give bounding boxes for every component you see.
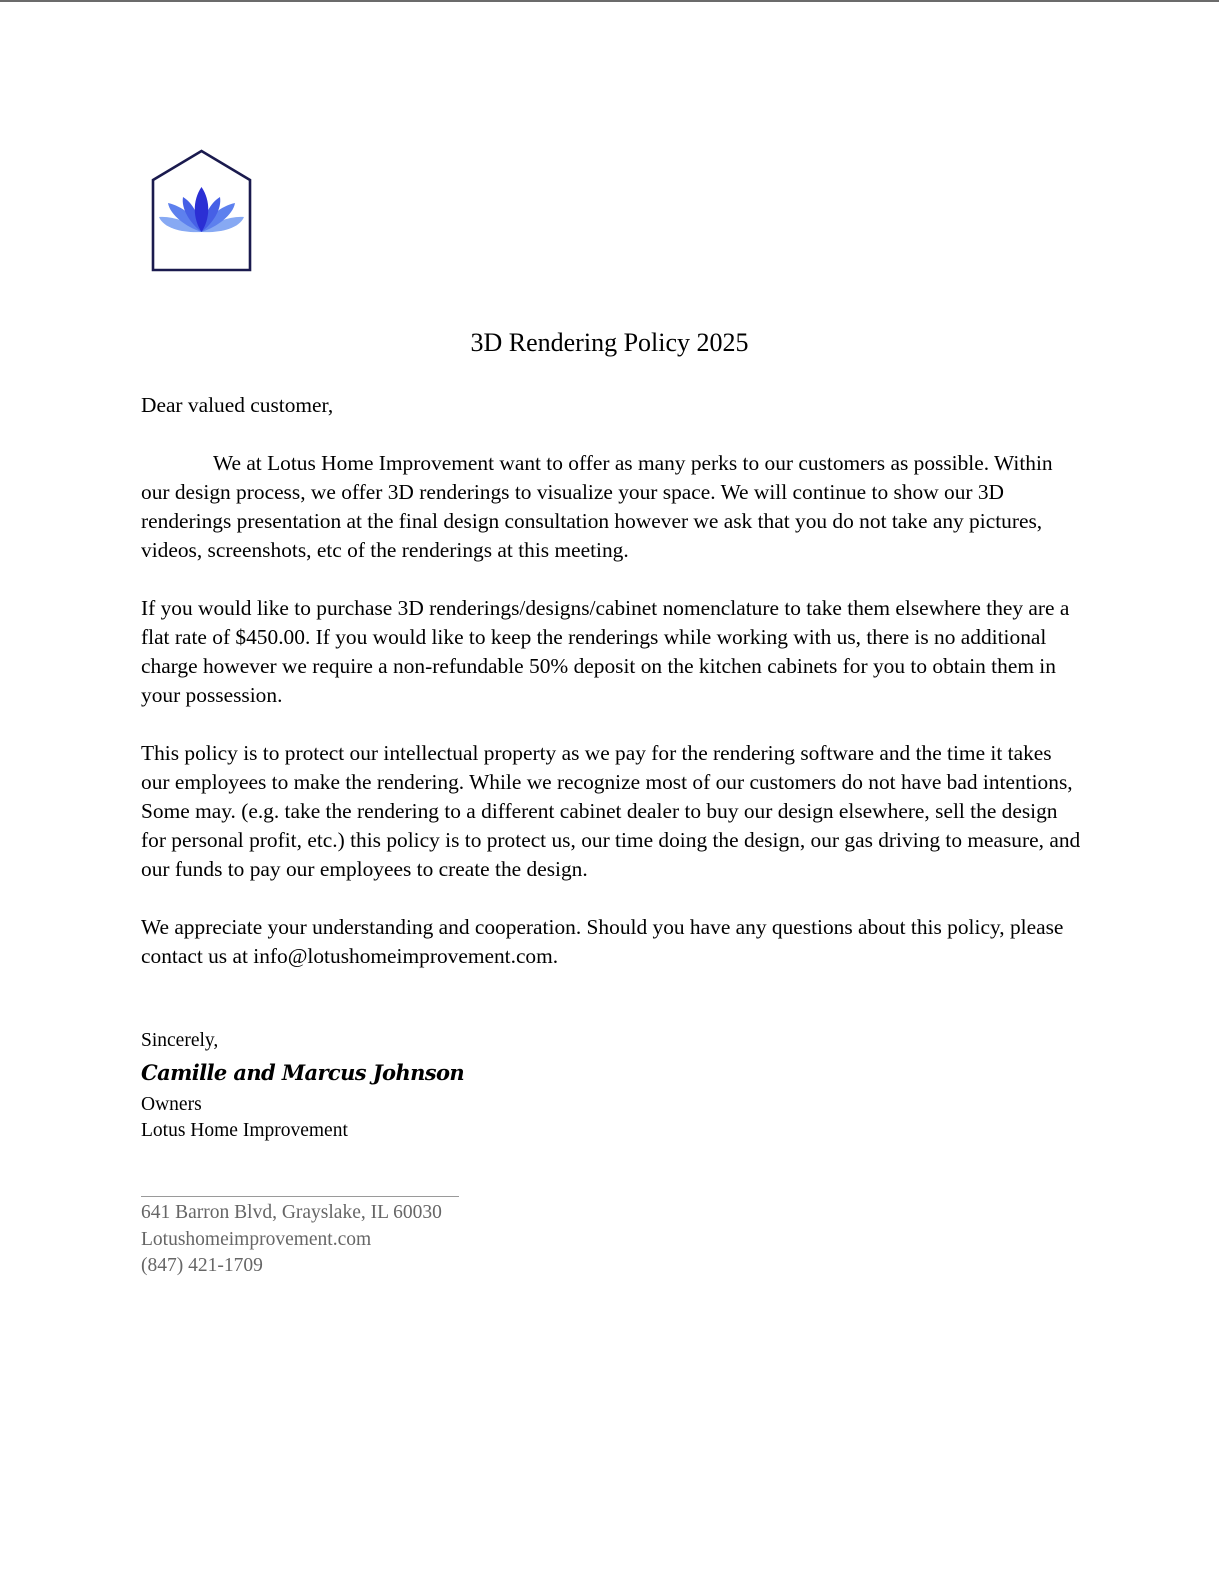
- paragraph-policy-reason: This policy is to protect our intellectual property as we pay for the rendering software and the time it takes our employees to make the rendering. While we recognize most of our customers do not have bad intentions, Some may. (e.g. take the rendering to a different cabinet dealer to buy our design elsewhere, sell the design for personal profit, etc.) this policy is to protect us, our time doing the design, our gas driving to measure, and our funds to pay our employees to create the design.: [141, 741, 1081, 881]
- page-title: 3D Rendering Policy 2025: [470, 328, 749, 357]
- signer-role: Owners: [141, 1094, 202, 1115]
- footer-website: Lotushomeimprovement.com: [141, 1228, 372, 1250]
- paragraph-contact: We appreciate your understanding and cooperation. Should you have any questions about this policy, please contact us at info@lotushomeimprovement.com.: [141, 915, 1064, 968]
- lotus-house-logo-icon: [150, 149, 254, 273]
- company-name: Lotus Home Improvement: [141, 1120, 348, 1141]
- closing-block: [141, 1028, 741, 1144]
- top-rule: [0, 0, 1219, 2]
- footer-contact: [141, 1200, 741, 1280]
- signature: Camille and Marcus Johnson: [141, 1060, 465, 1085]
- paragraph-intro: We at Lotus Home Improvement want to offer as many perks to our customers as possible. Within our design process, we offer 3D renderings to visualize your space. We will continue to show our 3D renderings presentation at the final design consultation however we ask that you do not take any pictures, videos, screenshots, etc of the renderings at this meeting.: [141, 451, 1053, 562]
- footer-phone: (847) 421-1709: [141, 1255, 263, 1276]
- footer-divider: [141, 1196, 459, 1197]
- footer-address: 641 Barron Blvd, Grayslake, IL 60030: [141, 1202, 442, 1223]
- sign-off: Sincerely,: [141, 1030, 219, 1051]
- salutation: Dear valued customer,: [141, 393, 334, 417]
- paragraph-pricing: If you would like to purchase 3D renderings/designs/cabinet nomenclature to take them elsewhere they are a flat rate of $450.00. If you would like to keep the renderings while working with us, there is no additional charge however we require a non-refundable 50% deposit on the kitchen cabinets for you to obtain them in your possession.: [141, 596, 1070, 707]
- letter-body: [141, 391, 1081, 1000]
